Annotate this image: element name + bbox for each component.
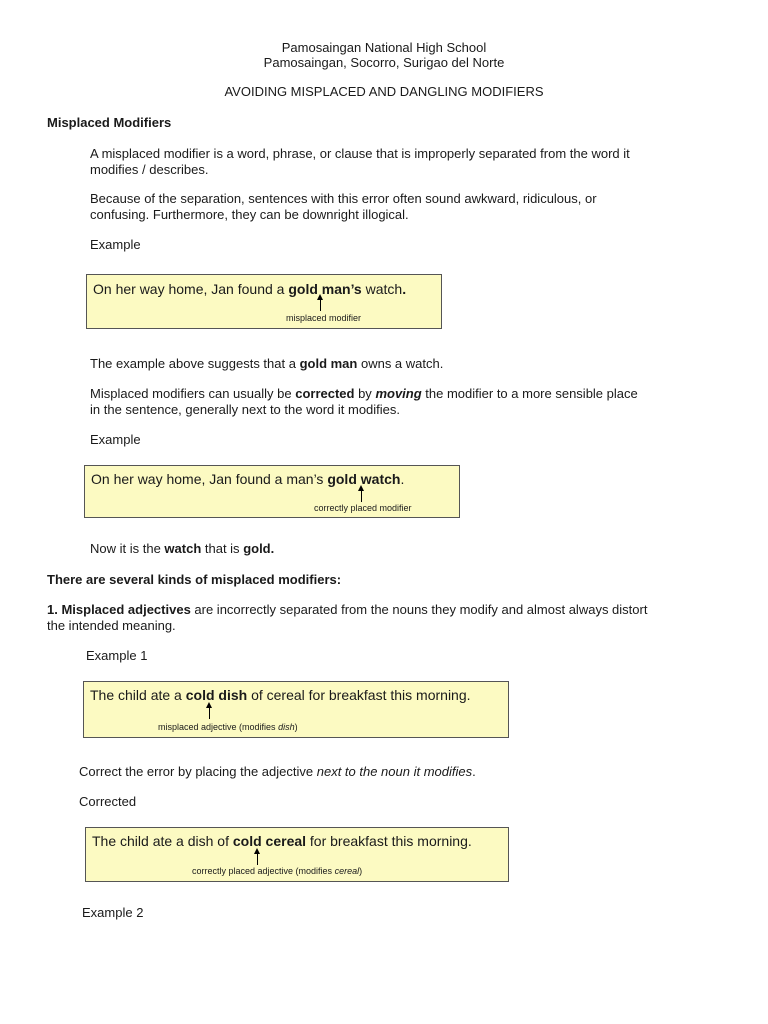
example-2-label: Example 2 bbox=[82, 905, 144, 920]
effect-line-1: Because of the separation, sentences with this error often sound awkward, ridiculous, or bbox=[90, 191, 597, 206]
arrow-up-icon bbox=[257, 853, 258, 865]
example-explanation: The example above suggests that a gold man owns a watch. bbox=[90, 356, 444, 371]
example-box-misplaced bbox=[86, 274, 442, 329]
highlighted-phrase: cold dish bbox=[185, 687, 248, 703]
school-name: Pamosaingan National High School bbox=[281, 40, 487, 55]
example-label-2: Example bbox=[90, 432, 141, 447]
annotation-label: misplaced modifier bbox=[286, 313, 362, 323]
example-sentence-adjective: The child ate a cold dish of cereal for breakfast this morning. bbox=[90, 687, 471, 703]
definition-line-1: A misplaced modifier is a word, phrase, or clause that is improperly separated from the word it bbox=[90, 146, 630, 161]
example-box-adjective bbox=[83, 681, 509, 738]
example-box-adjective-corrected bbox=[85, 827, 509, 882]
example-1-label: Example 1 bbox=[86, 648, 148, 663]
fix-instruction: Correct the error by placing the adjective next to the noun it modifies. bbox=[79, 764, 476, 779]
correction-line-1: Misplaced modifiers can usually be corrected by moving the modifier to a more sensible place bbox=[90, 386, 638, 401]
arrow-up-icon bbox=[320, 299, 321, 311]
highlighted-phrase: cold cereal bbox=[232, 833, 307, 849]
section-heading-misplaced: Misplaced Modifiers bbox=[47, 115, 172, 130]
highlighted-phrase: gold man’s bbox=[288, 281, 362, 297]
effect-line-2: confusing. Furthermore, they can be downright illogical. bbox=[90, 207, 409, 222]
section-heading-kinds: There are several kinds of misplaced modifiers: bbox=[47, 572, 342, 587]
arrow-up-icon bbox=[209, 707, 210, 719]
example-box-corrected bbox=[84, 465, 460, 518]
correction-line-2: in the sentence, generally next to the word it modifies. bbox=[90, 402, 401, 417]
page-title: AVOIDING MISPLACED AND DANGLING MODIFIERS bbox=[224, 84, 544, 99]
example-sentence: On her way home, Jan found a gold man’s watch. bbox=[93, 281, 407, 297]
adjectives-line-1: 1. Misplaced adjectives are incorrectly separated from the nouns they modify and almost always distort bbox=[47, 602, 648, 617]
annotation-label: correctly placed modifier bbox=[314, 503, 412, 513]
school-address: Pamosaingan, Socorro, Surigao del Norte bbox=[263, 55, 505, 70]
annotation-label: misplaced adjective (modifies dish) bbox=[158, 722, 298, 732]
corrected-label: Corrected bbox=[79, 794, 137, 809]
definition-paragraph bbox=[90, 146, 630, 178]
now-statement: Now it is the watch that is gold. bbox=[90, 541, 275, 556]
example-sentence-adjective-corrected: The child ate a dish of cold cereal for breakfast this morning. bbox=[92, 833, 472, 849]
annotation-label: correctly placed adjective (modifies cereal) bbox=[192, 866, 363, 876]
adjectives-line-2: the intended meaning. bbox=[47, 618, 176, 633]
example-label: Example bbox=[90, 237, 141, 252]
arrow-up-icon bbox=[361, 490, 362, 502]
example-sentence-corrected: On her way home, Jan found a man’s gold watch. bbox=[91, 471, 405, 487]
effect-paragraph bbox=[90, 191, 597, 223]
correction-paragraph bbox=[90, 386, 638, 418]
definition-line-2: modifies / describes. bbox=[90, 162, 209, 177]
misplaced-adjectives-paragraph bbox=[47, 602, 647, 634]
highlighted-phrase: gold watch bbox=[327, 471, 401, 487]
